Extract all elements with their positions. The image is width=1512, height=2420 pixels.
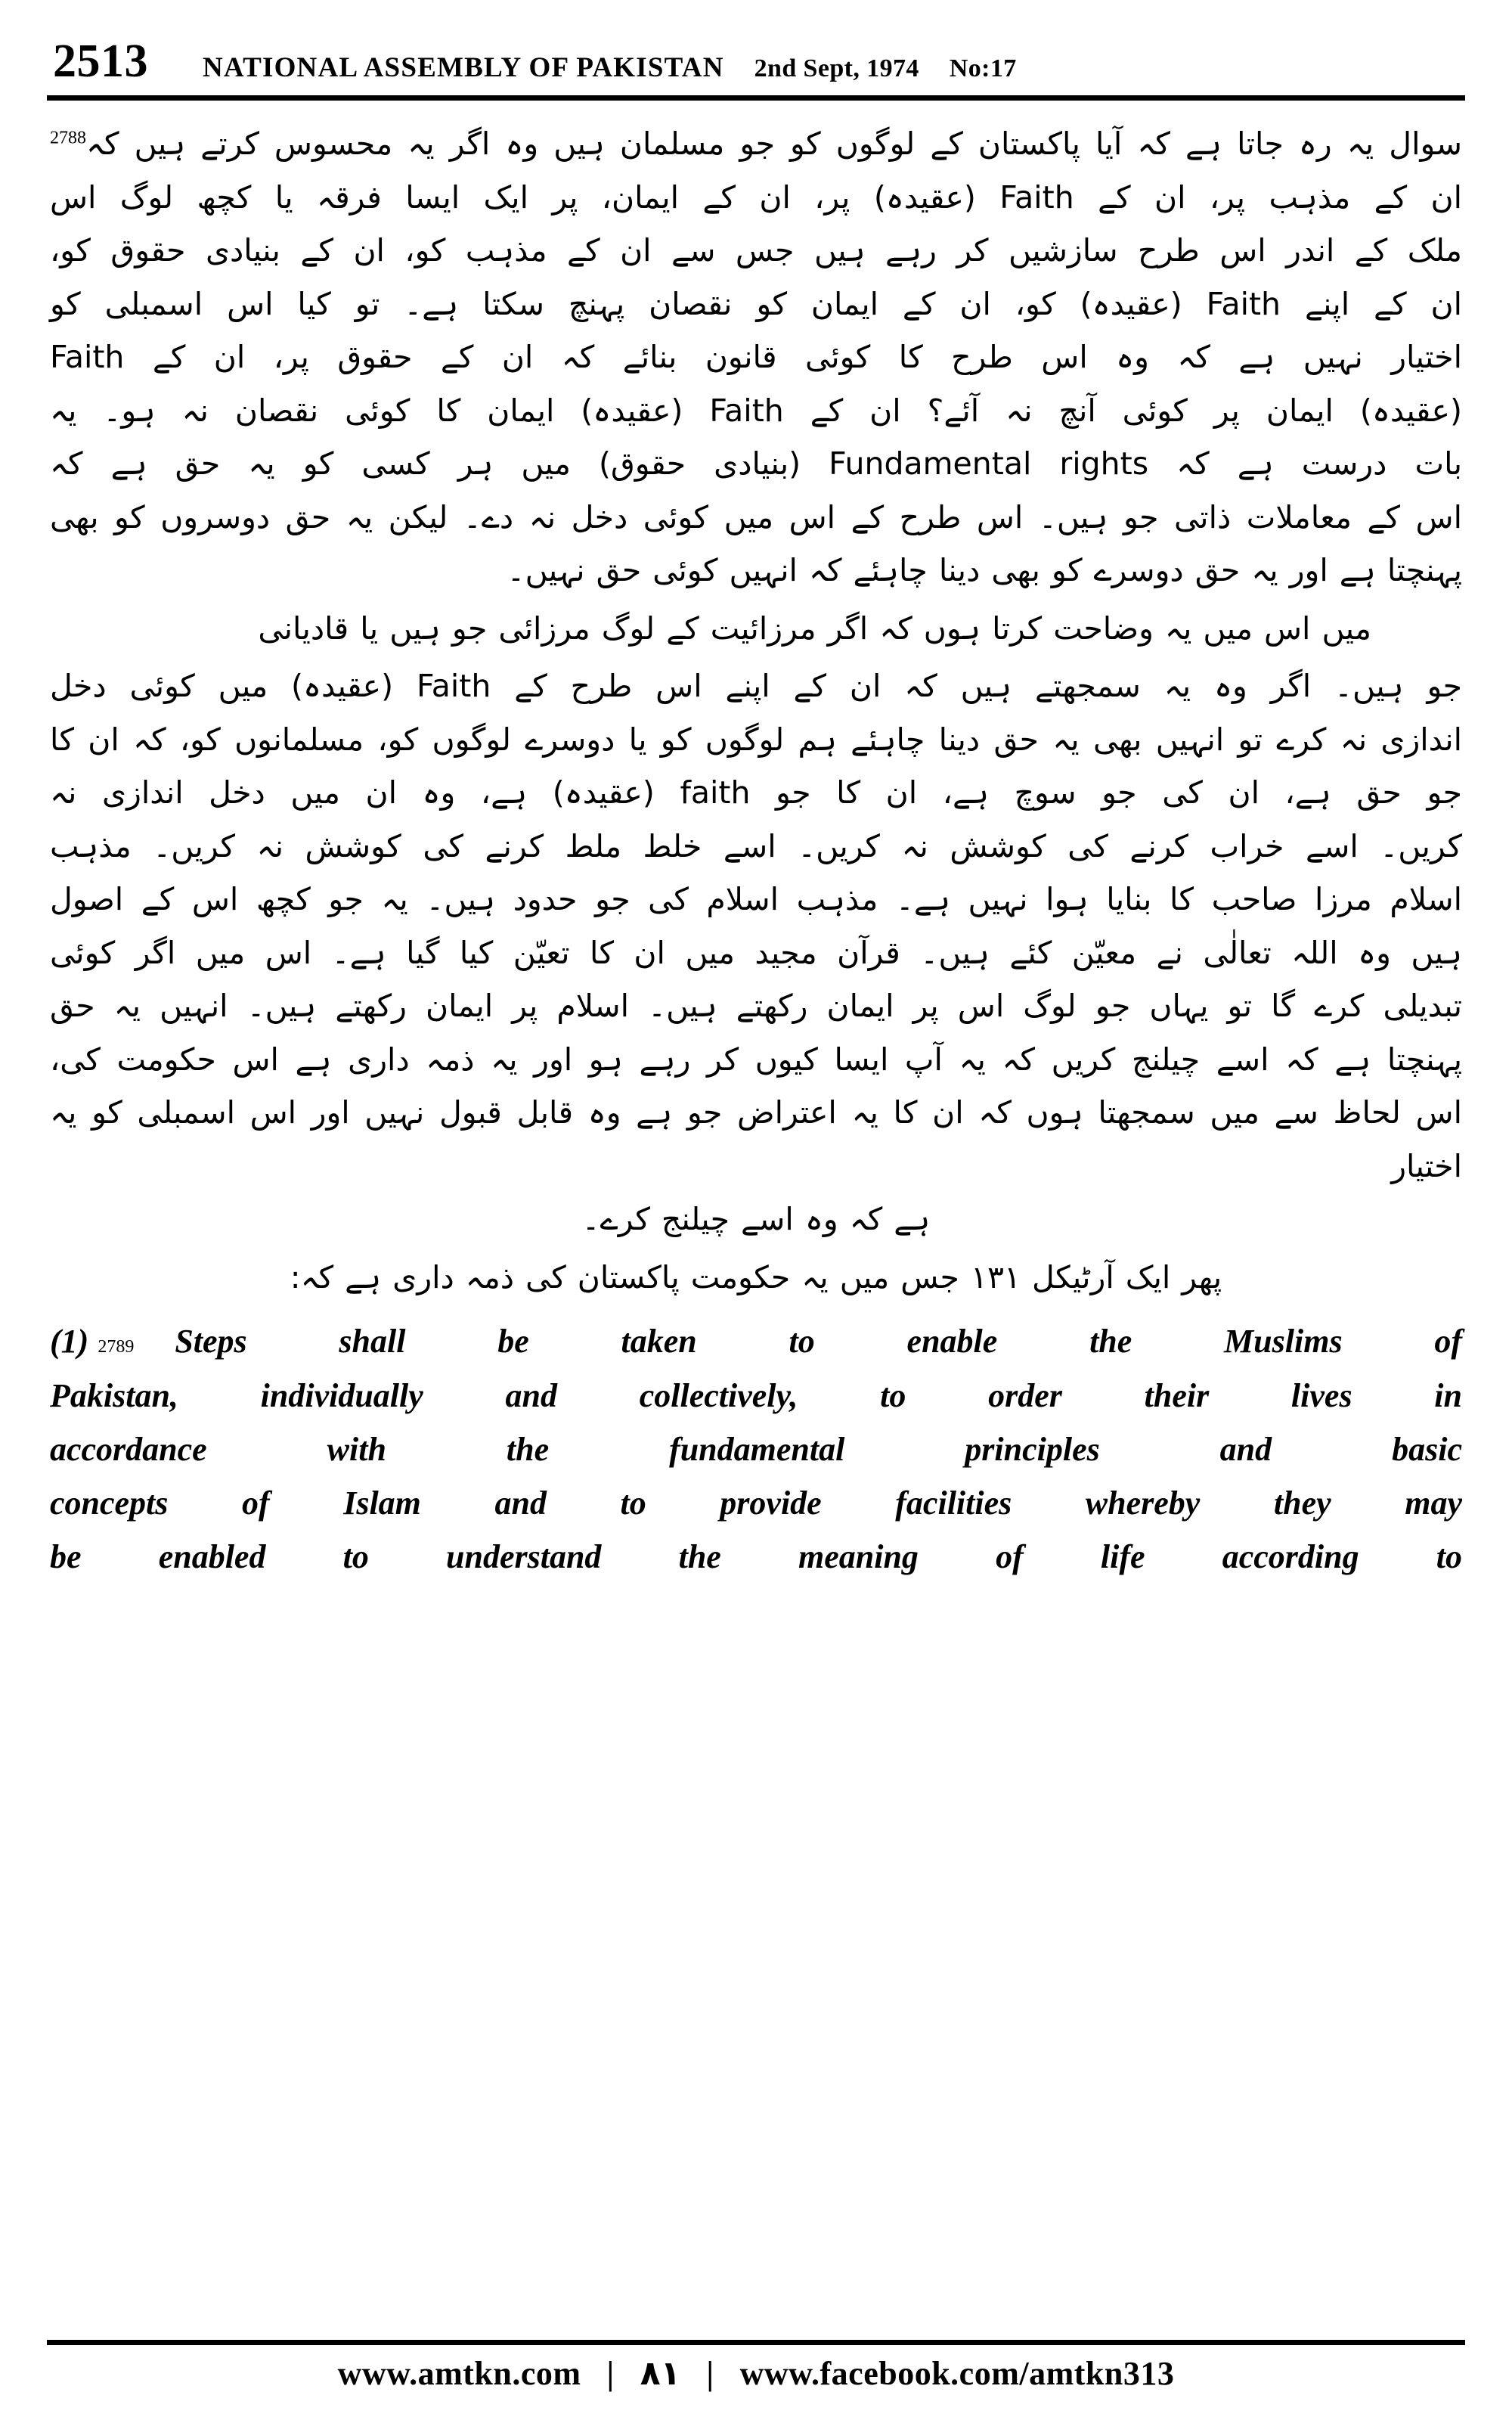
footer-divider [47,2340,1465,2345]
urdu-line: ان کے مذہب پر، ان کے Faith (عقیدہ) پر، ان کے ایمان، پر ایک ایسا فرقہ یا کچھ لوگ اس [50,178,1462,216]
marginal-number-2788: 2788 [50,128,86,148]
urdu-line: ہے کہ وہ اسے چیلنج کرے۔ [581,1201,931,1238]
clause-line: Steps shall be taken to enable the Muslims of [175,1323,1462,1360]
urdu-line: کریں۔ اسے خراب کرنے کی کوشش نہ کریں۔ اسے خلط ملط کرنے کی کوشش نہ کریں۔ مذہب [50,827,1462,864]
urdu-paragraph [50,117,1462,597]
footer-links [42,2354,1470,2393]
urdu-line: اندازی نہ کرے تو انہیں بھی یہ حق دینا چاہئے ہم لوگوں کو یا دوسرے لوگوں کو، مسلمانوں کو، کہ ان کا [50,721,1462,758]
header-divider [47,95,1465,101]
urdu-paragraph [50,1251,1462,1305]
page-footer [42,2340,1470,2393]
english-clause [50,1314,1462,1584]
urdu-line: جو ہیں۔ اگر وہ یہ سمجھتے ہیں کہ ان کے اپنے اس طرح کے Faith (عقیدہ) میں کوئی دخل [50,668,1462,705]
clause-line: Pakistan, individually and collectively, to order their lives in [50,1376,1462,1414]
urdu-body [50,117,1462,1304]
footer-page-number: ۸۱ [640,2354,681,2393]
footer-separator-left: | [606,2355,615,2392]
urdu-line: ملک کے اندر اس طرح سازشیں کر رہے ہیں جس سے ان کے مذہب کو، ان کے بنیادی حقوق کو، [50,232,1462,269]
page-number: 2513 [53,36,148,87]
urdu-line: ہیں وہ اللہ تعالٰی نے معیّن کئے ہیں۔ قرآن مجید میں ان کا تعیّن کیا گیا ہے۔ اس میں اگر کوئی [50,934,1462,971]
assembly-title: NATIONAL ASSEMBLY OF PAKISTAN [203,52,724,83]
urdu-line: اس لحاظ سے میں سمجھتا ہوں کہ ان کا یہ اعتراض جو ہے وہ قابل قبول نہیں اور اس اسمبلی کو یہ اختیار [50,1094,1462,1184]
urdu-line: جو حق ہے، ان کی جو سوچ ہے، ان کا جو faith (عقیدہ) ہے، وہ ان میں دخل اندازی نہ [50,774,1462,811]
issue-number: No:17 [949,54,1017,82]
clause-line: accordance with the fundamental principles and basic [50,1430,1462,1468]
urdu-line: پھر ایک آرٹیکل ۱۳۱ جس میں یہ حکومت پاکستان کی ذمہ داری ہے کہ: [290,1258,1222,1295]
clause-label: (1) [50,1323,89,1360]
urdu-line: اس کے معاملات ذاتی جو ہیں۔ اس طرح کے اس میں کوئی دخل نہ دے۔ لیکن یہ حق دوسروں کو بھی [50,498,1462,535]
page-content [42,101,1470,1584]
urdu-line [50,117,1462,171]
urdu-line: میں اس میں یہ وضاحت کرتا ہوں کہ اگر مرزائیت کے لوگ مرزائی جو ہیں یا قادیانی [258,610,1371,647]
urdu-line: اختیار نہیں ہے کہ وہ اس طرح کا کوئی قانون بنائے کہ ان کے حقوق پر، ان کے Faith [50,339,1462,376]
urdu-line: تبدیلی کرے گا تو یہاں جو لوگ اس پر ایمان رکھتے ہیں۔ اسلام پر ایمان رکھتے ہیں۔ انہیں یہ حق [50,988,1462,1025]
website-link[interactable]: www.amtkn.com [337,2355,581,2392]
urdu-line: پہنچتا ہے اور یہ حق دوسرے کو بھی دینا چاہئے کہ انہیں کوئی حق نہیں۔ [507,552,1462,589]
clause-first-line [50,1314,1462,1368]
urdu-line-text: سوال یہ رہ جاتا ہے کہ آیا پاکستان کے لوگوں کو جو مسلمان ہیں وہ اگر یہ محسوس کرتے ہیں کہ [86,126,1462,162]
clause-line: be enabled to understand the meaning of life according to [50,1538,1462,1576]
urdu-line: (عقیدہ) ایمان پر کوئی آنچ نہ آئے؟ ان کے Faith (عقیدہ) ایمان کا کوئی نقصان نہ ہو۔ یہ [50,392,1462,429]
session-date: 2nd Sept, 1974 [754,54,919,82]
urdu-paragraph [50,602,1462,1246]
urdu-line: بات درست ہے کہ Fundamental rights (بنیادی حقوق) میں ہر کسی کو یہ حق ہے کہ [50,445,1462,482]
page-header [42,30,1470,88]
footer-separator-right: | [706,2355,714,2392]
urdu-line: اسلام مرزا صاحب کا بنایا ہوا نہیں ہے۔ مذہب اسلام کی جو حدود ہیں۔ یہ جو کچھ اس کے اصول [50,881,1462,918]
marginal-number-2789: 2789 [98,1337,135,1357]
facebook-link[interactable]: www.facebook.com/amtkn313 [739,2355,1175,2392]
header-center [203,51,1017,84]
urdu-line: ان کے اپنے Faith (عقیدہ) کو، ان کے ایمان کو نقصان پہنچ سکتا ہے۔ تو کیا اس اسمبلی کو [50,285,1462,322]
clause-line: concepts of Islam and to provide facilities whereby they may [50,1485,1462,1522]
urdu-line: پہنچتا ہے کہ اسے چیلنج کریں کہ یہ آپ ایسا کیوں کر رہے ہو اور یہ ذمہ داری ہے اس حکومت کی، [50,1041,1462,1078]
